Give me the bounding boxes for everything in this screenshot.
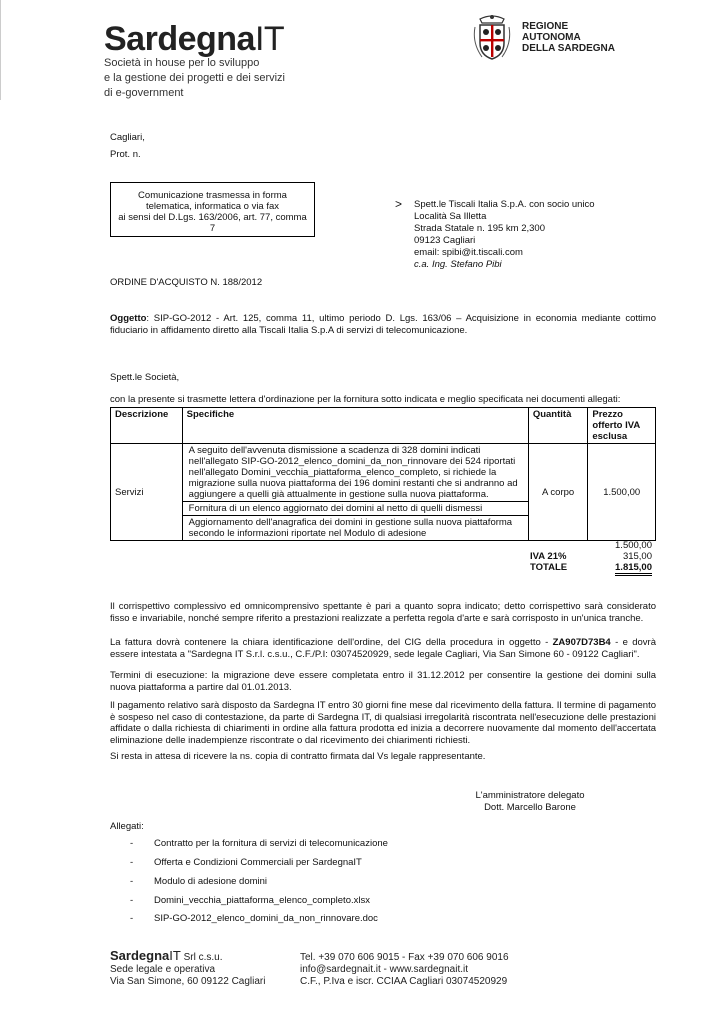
- paragraph-fee: Il corrispettivo complessivo ed omnicomprensivo spettante è pari a quanto sopra indicato; detto corrispettivo sarà considerato fisso e invariabile, nonché sempre riferito a prestazioni realizzate a perfetta regola d'arte e sarà corrisposto in un'unica tranche.: [110, 601, 656, 624]
- spec-item: Fornitura di un elenco aggiornato dei domini al netto di quelli dismessi: [183, 502, 528, 516]
- attachment-item: - Domini_vecchia_piattaforma_elenco_completo.xlsx: [130, 895, 370, 906]
- intro-text: con la presente si trasmette lettera d'ordinazione per la fornitura sotto indicata e meglio specificata nei documenti allegati:: [110, 394, 621, 405]
- footer-phone: Tel. +39 070 606 9015 - Fax +39 070 606 9016: [300, 952, 509, 963]
- footer-web: info@sardegnait.it - www.sardegnait.it: [300, 964, 469, 975]
- signatory-role: L'amministratore delegato: [475, 790, 585, 801]
- salutation: Spett.le Società,: [110, 372, 180, 383]
- header-price: Prezzo offerto IVA esclusa: [588, 408, 656, 444]
- order-table: [110, 407, 656, 541]
- signature: [460, 790, 600, 814]
- region-crest-icon: [472, 13, 512, 61]
- attachment-item: - Offerta e Condizioni Commerciali per SardegnaIT: [130, 857, 362, 868]
- region-name: REGIONE AUTONOMA DELLA SARDEGNA: [522, 21, 615, 54]
- recipient-attention: c.a. Ing. Stefano Pibi: [414, 259, 502, 270]
- header-specs: Specifiche: [182, 408, 528, 444]
- paragraph-payment: Il pagamento relativo sarà disposto da Sardegna IT entro 30 giorni fine mese dal ricevimento della fattura. Il termine di pagamento è sospeso nel caso di contestazione, da parte di Sardegna IT, di qualsiasi irregolarità riscontrata nell'esecuzione delle prestazioni affidate o dalla richiesta di chiarimenti in ordine alla fattura prodotta ed inizia a decorrere nuovamente dal momento dell'accertata eliminazione delle inadempienze riscontrate o dal ricevimento dei chiarimenti richiesti.: [110, 700, 656, 746]
- vat-value: 315,00: [622, 551, 652, 562]
- cig-code: ZA907D73B4: [552, 637, 611, 648]
- total-value: 1.815,00: [615, 562, 652, 576]
- attachments-label: Allegati:: [110, 821, 144, 832]
- totals-block: [530, 540, 652, 576]
- paragraph-execution-terms: Termini di esecuzione: la migrazione deve essere completata entro il 31.12.2012 per consentire la gestione dei domini sulla nuova piattaforma a partire dal 01.01.2013.: [110, 670, 656, 693]
- order-number: ORDINE D'ACQUISTO N. 188/2012: [110, 277, 263, 288]
- recipient-arrow: >: [395, 197, 403, 211]
- total-label: TOTALE: [530, 562, 568, 573]
- footer-contacts: [300, 952, 509, 988]
- company-logo: SardegnaIT: [104, 20, 285, 58]
- protocol-number: Prot. n.: [110, 149, 141, 160]
- signatory-name: Dott. Marcello Barone: [484, 802, 576, 813]
- table-header-row: [111, 408, 656, 444]
- recipient-email: email: spibi@it.tiscali.com: [414, 247, 523, 258]
- header-description: Descrizione: [111, 408, 183, 444]
- row-specs: [182, 444, 528, 541]
- paragraph-closing: Si resta in attesa di ricevere la ns. copia di contratto firmata dal Vs legale rappresentante.: [110, 751, 486, 762]
- company-tagline: Società in house per lo sviluppo e la gestione dei progetti e dei servizi di e-government: [104, 57, 285, 99]
- margin-rule: [0, 0, 1, 100]
- spec-item: A seguito dell'avvenuta dismissione a scadenza di 328 domini indicati nell'allegato SIP-GO-2012_elenco_domini_da_non_rinnovare dei 524 riportati nell'allegato Domini_vecchia_piattaforma_elenco_completo, si richiede la migrazione sulla nuova piattaforma dei 196 domini restanti che si andranno ad aggiungere a quelli già attualmente in gestione sulla nuova piattaforma.: [183, 444, 528, 502]
- attachment-item: - Contratto per la fornitura di servizi di telecomunicazione: [130, 838, 388, 849]
- header-quantity: Quantità: [528, 408, 588, 444]
- row-price: 1.500,00: [588, 444, 656, 541]
- recipient-address: Spett.le Tiscali Italia S.p.A. con socio unico Località Sa Illetta Strada Statale n. 195 km 2,300 09123 Cagliari email: spibi@it.tiscali.com c.a. Ing. Stefano Pibi: [414, 199, 595, 270]
- footer-tax: C.F., P.Iva e iscr. CCIAA Cagliari 03074520929: [300, 976, 508, 987]
- table-row: [111, 444, 656, 541]
- row-quantity: A corpo: [528, 444, 588, 541]
- footer-company: SardegnaIT Srl c.s.u. Sede legale e operativa Via San Simone, 60 09122 Cagliari: [110, 948, 266, 987]
- paragraph-invoice: La fattura dovrà contenere la chiara identificazione dell'ordine, del CIG della procedura in oggetto - ZA907D73B4 - e dovrà essere intestata a "Sardegna IT S.r.l. c.s.u., C.F./P.I: 03074520929, sede legale Cagliari, Via San Simone 60 - 09122 Cagliari".: [110, 637, 656, 660]
- subtotal-value: 1.500,00: [615, 540, 652, 551]
- attachment-item: - SIP-GO-2012_elenco_domini_da_non_rinnovare.doc: [130, 913, 378, 924]
- attachment-item: - Modulo di adesione domini: [130, 876, 268, 887]
- vat-label: IVA 21%: [530, 551, 567, 562]
- subject: Oggetto: SIP-GO-2012 - Art. 125, comma 11, ultimo periodo D. Lgs. 163/06 – Acquisizione in economia mediante cottimo fiduciario in affidamento diretto alla Tiscali Italia S.p.A di servizi di telecomunicazione.: [110, 313, 656, 336]
- row-description: Servizi: [111, 444, 183, 541]
- transmission-notice-box: Comunicazione trasmessa in forma telematica, informatica o via fax ai sensi del D.Lgs. 163/2006, art. 77, comma 7: [110, 182, 315, 237]
- spec-item: Aggiornamento dell'anagrafica dei domini in gestione sulla nuova piattaforma secondo le informazioni riportate nel Modulo di adesione: [188, 517, 513, 539]
- letter-place: Cagliari,: [110, 132, 145, 143]
